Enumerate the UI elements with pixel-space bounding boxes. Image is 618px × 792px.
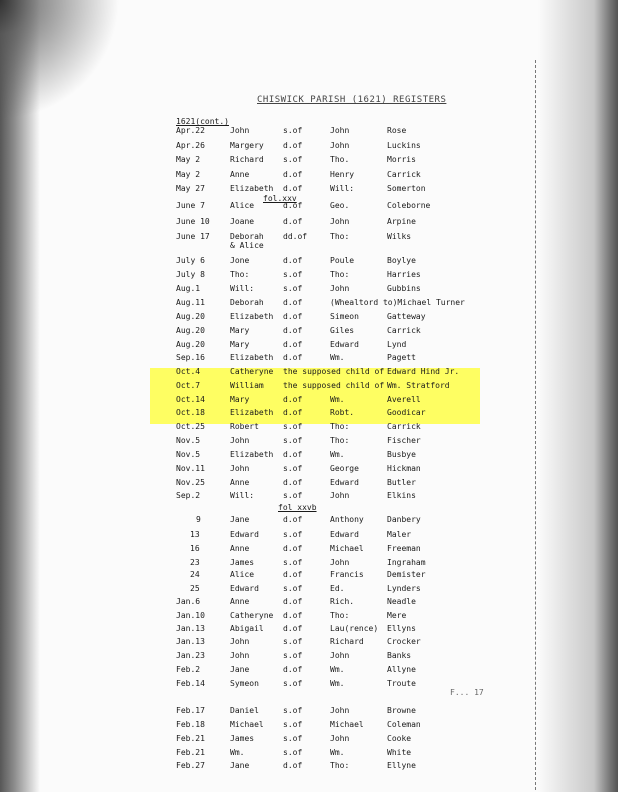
entry-name: Catheryne xyxy=(230,611,274,620)
entry-parent: Simeon xyxy=(330,312,359,321)
entry-surname: Browne xyxy=(387,706,416,715)
entry-parent: Edward xyxy=(330,530,359,539)
entry-date: Nov.25 xyxy=(176,478,205,487)
entry-name-continued: & Alice xyxy=(230,241,264,250)
entry-date: Jan.6 xyxy=(176,597,201,606)
entry-parent: Tho: xyxy=(330,422,350,431)
entry-parent: Michael xyxy=(330,720,364,729)
entry-name: Jone xyxy=(230,256,250,265)
folio-marker: fol.xxv xyxy=(263,194,297,203)
entry-date: 16 xyxy=(190,544,200,553)
entry-surname: Butler xyxy=(387,478,416,487)
entry-surname: Arpine xyxy=(387,217,416,226)
table-row xyxy=(0,478,618,492)
entry-name: John xyxy=(230,651,250,660)
entry-name: Jane xyxy=(230,761,250,770)
table-row xyxy=(0,256,618,270)
entry-rel: s.of xyxy=(283,748,303,757)
entry-name: Joane xyxy=(230,217,255,226)
entry-name: Will: xyxy=(230,284,255,293)
entry-date: Feb.27 xyxy=(176,761,205,770)
entry-name: Anne xyxy=(230,544,250,553)
table-row xyxy=(0,155,618,169)
entry-rel: the supposed child of xyxy=(283,381,385,390)
table-row xyxy=(0,367,618,381)
table-row xyxy=(0,611,618,625)
entry-date: Oct.7 xyxy=(176,381,201,390)
entry-date: May 2 xyxy=(176,169,201,179)
entry-surname: Freeman xyxy=(387,544,421,553)
entry-rel: s.of xyxy=(283,637,303,646)
entry-rel: s.of xyxy=(283,651,303,660)
entry-name: Jane xyxy=(230,515,250,524)
entry-name: John xyxy=(230,436,250,445)
table-row xyxy=(0,126,618,140)
entry-name: John xyxy=(230,126,250,135)
entry-parent: Poule xyxy=(330,256,355,265)
table-row xyxy=(0,141,618,155)
entry-surname: Carrick xyxy=(387,326,421,335)
entry-name: Wm. xyxy=(230,748,245,757)
entry-surname: Crocker xyxy=(387,637,421,646)
entry-rel: d.of xyxy=(283,544,303,553)
entry-rel: d.of xyxy=(283,570,303,579)
entry-date: June 7 xyxy=(176,201,205,210)
entry-parent: Wm. xyxy=(330,353,345,362)
entry-name: Elizabeth xyxy=(230,353,274,362)
table-row xyxy=(0,298,618,312)
entry-surname: Allyne xyxy=(387,665,416,674)
table-row xyxy=(0,720,618,734)
entry-parent: Michael xyxy=(330,544,364,553)
table-row xyxy=(0,408,618,422)
entry-parent: Wm. xyxy=(330,665,345,674)
entry-surname: Neadle xyxy=(387,597,416,606)
entry-name: Alice xyxy=(230,201,255,210)
entry-date: Nov.11 xyxy=(176,464,205,473)
entry-parent: George xyxy=(330,464,359,473)
entry-date: July 8 xyxy=(176,270,205,279)
entry-parent: John xyxy=(330,558,350,567)
entry-name: Alice xyxy=(230,570,255,579)
entry-parent: Geo. xyxy=(330,201,350,210)
entry-rel: s.of xyxy=(283,584,303,593)
entry-rel: d.of xyxy=(283,169,303,179)
entry-surname: Edward Hind Jr. xyxy=(387,367,460,376)
entry-surname: Harries xyxy=(387,270,421,279)
entry-parent: Tho: xyxy=(330,270,350,279)
entry-name: Mary xyxy=(230,326,250,335)
entry-name: Deborah xyxy=(230,232,264,241)
page-title: CHISWICK PARISH (1621) REGISTERS xyxy=(257,95,447,105)
table-row xyxy=(0,201,618,215)
entry-surname: Coleborne xyxy=(387,201,431,210)
entry-rel: s.of xyxy=(283,126,303,135)
scan-corner-shadow xyxy=(0,0,120,120)
entry-name: Anne xyxy=(230,478,250,487)
entry-name: Mary xyxy=(230,395,250,404)
entry-date: Jan.10 xyxy=(176,611,205,620)
table-row xyxy=(0,761,618,775)
entry-date: Jan.23 xyxy=(176,651,205,660)
entry-name: Robert xyxy=(230,422,259,431)
entry-parent: Wm. xyxy=(330,450,345,459)
entry-parent: Edward xyxy=(330,478,359,487)
entry-rel: d.of xyxy=(283,515,303,524)
entry-surname: Troute xyxy=(387,679,416,688)
entry-date: June 10 xyxy=(176,217,210,226)
entry-rel: s.of xyxy=(283,270,303,279)
entry-name: Elizabeth xyxy=(230,312,274,321)
entry-parent: Tho: xyxy=(330,436,350,445)
entry-rel: d.of xyxy=(283,395,303,404)
entry-surname: Ingraham xyxy=(387,558,426,567)
entry-date: May 2 xyxy=(176,155,201,164)
entry-rel: d.of xyxy=(283,256,303,265)
entry-date: Feb.18 xyxy=(176,720,205,729)
entry-parent: Anthony xyxy=(330,515,364,524)
entry-rel: d.of xyxy=(283,624,303,633)
entry-surname: Wilks xyxy=(387,232,412,241)
entry-parent: Wm. xyxy=(330,679,345,688)
table-row xyxy=(0,312,618,326)
entry-date: Aug.1 xyxy=(176,284,201,293)
table-row xyxy=(0,544,618,558)
entry-surname: Hickman xyxy=(387,464,421,473)
entry-date: May 27 xyxy=(176,184,205,193)
entry-date: Feb.21 xyxy=(176,748,205,757)
table-row xyxy=(0,597,618,611)
entry-surname: Gatteway xyxy=(387,312,426,321)
table-row xyxy=(0,464,618,478)
entry-rel: d.of xyxy=(283,184,303,193)
entry-parent: Henry xyxy=(330,169,355,179)
entry-rel: d.of xyxy=(283,450,303,459)
entry-surname: Lynders xyxy=(387,584,421,593)
table-row xyxy=(0,184,618,198)
entry-name: Jane xyxy=(230,665,250,674)
entry-parent: Francis xyxy=(330,570,364,579)
entry-date: Aug.11 xyxy=(176,298,205,307)
entry-parent: Robt. xyxy=(330,408,355,417)
entry-parent: Tho. xyxy=(330,155,350,164)
entry-name: Abigail xyxy=(230,624,264,633)
entry-surname: Ellyne xyxy=(387,761,416,770)
entry-name: Richard xyxy=(230,155,264,164)
entry-surname: Gubbins xyxy=(387,284,421,293)
entry-surname: Banks xyxy=(387,651,412,660)
entry-parent: Tho: xyxy=(330,232,350,241)
table-row xyxy=(0,340,618,354)
table-row xyxy=(0,395,618,409)
entry-rel: d.of xyxy=(283,340,303,349)
entry-rel: s.of xyxy=(283,491,303,500)
entry-rel: d.of xyxy=(283,353,303,362)
entry-date: Feb.14 xyxy=(176,679,205,688)
entry-name: William xyxy=(230,381,264,390)
entry-rel: s.of xyxy=(283,422,303,431)
entry-surname: Coleman xyxy=(387,720,421,729)
entry-surname: Carrick xyxy=(387,169,421,179)
table-row xyxy=(0,170,618,184)
entry-name: Elizabeth xyxy=(230,184,274,193)
entry-surname: Busbye xyxy=(387,450,416,459)
entry-date: Oct.14 xyxy=(176,395,205,404)
entry-parent: John xyxy=(330,706,350,715)
entry-rel: d.of xyxy=(283,298,303,307)
entry-parent: John xyxy=(330,651,350,660)
folio-marker: fol xxvb xyxy=(278,503,317,512)
entry-name: Mary xyxy=(230,340,250,349)
table-row xyxy=(0,270,618,284)
entry-rel: s.of xyxy=(283,734,303,743)
entry-rel: the supposed child of xyxy=(283,367,385,376)
entry-parent: Wm. xyxy=(330,395,345,404)
entry-rel: s.of xyxy=(283,679,303,688)
entry-date: 9 xyxy=(196,515,201,524)
entry-parent: John xyxy=(330,284,350,293)
entry-surname: Elkins xyxy=(387,491,416,500)
entry-date: Feb.2 xyxy=(176,665,201,674)
entry-parent: John xyxy=(330,734,350,743)
entry-rel: s.of xyxy=(283,706,303,715)
entry-name: James xyxy=(230,558,255,567)
table-row xyxy=(0,232,618,250)
entry-rel: dd.of xyxy=(283,232,308,241)
entry-date: June 17 xyxy=(176,232,210,241)
entry-parent: John xyxy=(330,217,350,226)
table-row xyxy=(0,353,618,367)
entry-name: Elizabeth xyxy=(230,408,274,417)
table-row xyxy=(0,624,618,638)
entry-parent: Edward xyxy=(330,340,359,349)
entry-surname: Danbery xyxy=(387,515,421,524)
entry-name: Anne xyxy=(230,597,250,606)
entry-rel: s.of xyxy=(283,720,303,729)
entry-date: Apr.26 xyxy=(176,140,205,150)
entry-date: 24 xyxy=(190,570,200,579)
entry-date: Nov.5 xyxy=(176,450,201,459)
entry-rel: s.of xyxy=(283,284,303,293)
entry-parent: Wm. xyxy=(330,748,345,757)
table-row xyxy=(0,665,618,679)
entry-surname: Pagett xyxy=(387,353,416,362)
entry-parent: Lau(rence) xyxy=(330,624,379,633)
entry-surname: Rose xyxy=(387,126,407,135)
entry-parent: Giles xyxy=(330,326,355,335)
entry-rel: d.of xyxy=(283,665,303,674)
entry-date: 25 xyxy=(190,584,200,593)
entry-date: Sep.2 xyxy=(176,491,201,500)
entry-date: Nov.5 xyxy=(176,436,201,445)
entry-surname: Luckins xyxy=(387,140,421,150)
entry-rel: d.of xyxy=(283,312,303,321)
table-row xyxy=(0,217,618,231)
entry-surname: Mere xyxy=(387,611,407,620)
entry-rel: d.of xyxy=(283,408,303,417)
entry-date: 23 xyxy=(190,558,200,567)
entry-date: Oct.18 xyxy=(176,408,205,417)
entry-surname: Goodicar xyxy=(387,408,426,417)
entry-surname: Demister xyxy=(387,570,426,579)
table-row xyxy=(0,326,618,340)
entry-parent: John xyxy=(330,140,350,150)
entry-surname: White xyxy=(387,748,412,757)
entry-surname: Carrick xyxy=(387,422,421,431)
entry-rel: d.of xyxy=(283,326,303,335)
entry-parent: Tho: xyxy=(330,761,350,770)
entry-rel: s.of xyxy=(283,155,303,164)
entry-date: Aug.20 xyxy=(176,340,205,349)
table-row xyxy=(0,734,618,748)
entry-date: July 6 xyxy=(176,256,205,265)
entry-surname: Boylye xyxy=(387,256,416,265)
entry-rel: d.of xyxy=(283,478,303,487)
table-row xyxy=(0,637,618,651)
entry-date: Feb.21 xyxy=(176,734,205,743)
table-row xyxy=(0,450,618,464)
entry-surname: Somerton xyxy=(387,184,426,193)
entry-rel: d.of xyxy=(283,761,303,770)
entry-date: Aug.20 xyxy=(176,312,205,321)
entry-name: Daniel xyxy=(230,706,259,715)
entry-rel: s.of xyxy=(283,530,303,539)
table-row xyxy=(0,679,618,693)
table-row xyxy=(0,748,618,762)
entry-surname: Cooke xyxy=(387,734,412,743)
entry-surname: Maler xyxy=(387,530,412,539)
entry-name: Elizabeth xyxy=(230,450,274,459)
entry-rel: s.of xyxy=(283,558,303,567)
entry-name: Edward xyxy=(230,530,259,539)
entry-date: Jan.13 xyxy=(176,624,205,633)
entry-name: Michael xyxy=(230,720,264,729)
table-row xyxy=(0,436,618,450)
entry-parent: John xyxy=(330,126,350,135)
entry-parent: Will: xyxy=(330,184,355,193)
margin-note: F... 17 xyxy=(450,688,484,697)
entry-surname: Averell xyxy=(387,395,421,404)
entry-parent: Ed. xyxy=(330,584,345,593)
entry-name: Will: xyxy=(230,491,255,500)
table-row xyxy=(0,381,618,395)
entry-parent: John xyxy=(330,491,350,500)
entry-rel: s.of xyxy=(283,464,303,473)
entry-date: Aug.20 xyxy=(176,326,205,335)
entry-name: John xyxy=(230,464,250,473)
table-row xyxy=(0,651,618,665)
entry-surname: Lynd xyxy=(387,340,407,349)
table-row xyxy=(0,422,618,436)
entry-name: James xyxy=(230,734,255,743)
entry-parent: Richard xyxy=(330,637,364,646)
table-row xyxy=(0,530,618,544)
entry-date: Oct.25 xyxy=(176,422,205,431)
entry-rel: d.of xyxy=(283,597,303,606)
entry-name: Tho: xyxy=(230,270,250,279)
entry-surname: Wm. Stratford xyxy=(387,381,450,390)
table-row xyxy=(0,706,618,720)
entry-name: John xyxy=(230,637,250,646)
entry-date: 13 xyxy=(190,530,200,539)
entry-surname: Ellyns xyxy=(387,624,416,633)
entry-name: Symeon xyxy=(230,679,259,688)
entry-rel: d.of xyxy=(283,217,303,226)
entry-name: Edward xyxy=(230,584,259,593)
table-row xyxy=(0,584,618,598)
table-row xyxy=(0,570,618,584)
entry-parent: (Whealtord to)Michael Turner xyxy=(330,298,465,307)
entry-name: Deborah xyxy=(230,298,264,307)
entry-name: Catheryne xyxy=(230,367,274,376)
entry-rel: s.of xyxy=(283,436,303,445)
entry-date: Sep.16 xyxy=(176,353,205,362)
entry-rel: d.of xyxy=(283,611,303,620)
entry-date: Oct.4 xyxy=(176,367,201,376)
entry-rel: d.of xyxy=(283,201,303,210)
entry-name: Margery xyxy=(230,140,264,150)
table-row xyxy=(0,515,618,529)
entry-rel: d.of xyxy=(283,140,303,150)
year-label: 1621(cont.) xyxy=(176,117,229,126)
entry-name: Anne xyxy=(230,169,250,179)
entry-parent: Tho: xyxy=(330,611,350,620)
entry-surname: Morris xyxy=(387,155,416,164)
entry-date: Jan.13 xyxy=(176,637,205,646)
entry-surname: Fischer xyxy=(387,436,421,445)
entry-date: Apr.22 xyxy=(176,126,205,135)
entry-parent: Rich. xyxy=(330,597,355,606)
table-row xyxy=(0,284,618,298)
entry-date: Feb.17 xyxy=(176,706,205,715)
